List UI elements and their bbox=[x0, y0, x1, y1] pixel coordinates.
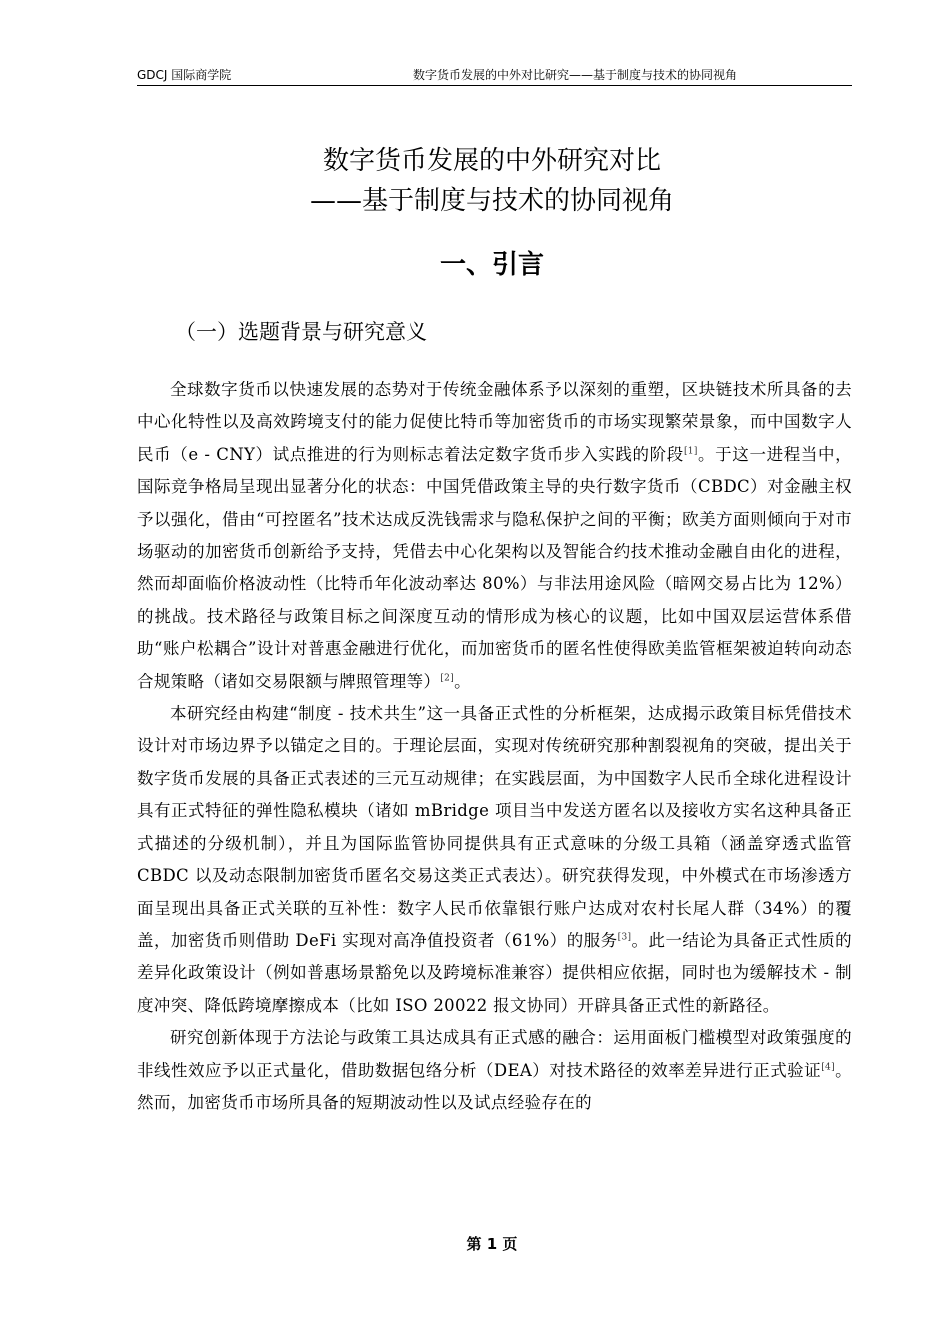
paragraph-text: 。此一结论为具备正式性质的差异化政策设计（例如普惠场景豁免以及跨境标准兼容）提供相应依据，同时也为缓解技术 - 制度冲突、降低跨境摩擦成本（比如 ISO 20022 报文协同）开辟具备正式性的新路径。 bbox=[137, 930, 852, 1015]
citation-ref: [4] bbox=[821, 1062, 835, 1073]
paragraph-text: 本研究经由构建“制度 - 技术共生”这一具备正式性的分析框架，达成揭示政策目标凭借技术设计对市场边界予以锚定之目的。于理论层面，实现对传统研究那种割裂视角的突破，提出关于数字货币发展的具备正式表述的三元互动规律；在实践层面，为中国数字人民币全球化进程设计具有正式特征的弹性隐私模块（诸如 mBridge 项目当中发送方匿名以及接收方实名这种具备正式描述的分级机制），并且为国际监管协同提供具有正式意味的分级工具箱（涵盖穿透式监管 CBDC 以及动态限制加密货币匿名交易这类正式表达）。研究获得发现，中外模式在市场渗透方面呈现出具备正式关联的互补性：数字人民币依靠银行账户达成对农村长尾人群（34%）的覆盖，加密货币则借助 DeFi 实现对高净值投资者（61%）的服务 bbox=[137, 704, 852, 950]
document-subtitle: ——基于制度与技术的协同视角 bbox=[309, 186, 674, 216]
paragraph-2 bbox=[137, 698, 852, 1022]
page-header bbox=[137, 66, 852, 86]
paragraph-1 bbox=[137, 374, 852, 698]
header-running-title: 数字货币发展的中外对比研究——基于制度与技术的协同视角 bbox=[413, 68, 738, 82]
chapter-heading: 一、引言 bbox=[439, 250, 544, 280]
citation-ref: [3] bbox=[617, 932, 632, 943]
citation-ref: [1] bbox=[683, 446, 698, 457]
document-title: 数字货币发展的中外研究对比 bbox=[322, 146, 661, 176]
paragraph-text: 全球数字货币以快速发展的态势对于传统金融体系予以深刻的重塑，区块链技术所具备的去中心化特性以及高效跨境支付的能力促使比特币等加密货币的市场实现繁荣景象，而中国数字人民币（e - CNY）试点推进的行为则标志着法定数字货币步入实践的阶段 bbox=[137, 380, 852, 464]
paragraph-text: 。于这一进程当中，国际竞争格局呈现出显著分化的状态：中国凭借政策主导的央行数字货币（CBDC）对金融主权予以强化，借由“可控匿名”技术达成反洗钱需求与隐私保护之间的平衡；欧美方面则倾向于对市场驱动的加密货币创新给予支持，凭借去中心化架构以及智能合约技术推动金融自由化的进程，然而却面临价格波动性（比特币年化波动率达 80%）与非法用途风险（暗网交易占比为 12%）的挑战。技术路径与政策目标之间深度互动的情形成为核心的议题，比如中国双层运营体系借助“账户松耦合”设计对普惠金融进行优化，而加密货币的匿名性使得欧美监管框架被迫转向动态合规策略（诸如交易限额与牌照管理等） bbox=[137, 444, 852, 691]
paragraph-text: 。 bbox=[454, 671, 471, 691]
body-text bbox=[137, 374, 852, 1119]
paragraph-text: 。然而，加密货币市场所具备的短期波动性以及试点经验存在的 bbox=[137, 1060, 852, 1112]
page-number: 第 1 页 bbox=[466, 1235, 518, 1253]
paragraph-text: 研究创新体现于方法论与政策工具达成具有正式感的融合：运用面板门槛模型对政策强度的非线性效应予以正式量化，借助数据包络分析（DEA）对技术路径的效率差异进行正式验证 bbox=[137, 1028, 852, 1080]
header-institution: GDCJ 国际商学院 bbox=[137, 68, 232, 82]
paragraph-3 bbox=[137, 1022, 852, 1119]
section-heading: （一）选题背景与研究意义 bbox=[175, 320, 427, 344]
citation-ref: [2] bbox=[440, 673, 455, 684]
